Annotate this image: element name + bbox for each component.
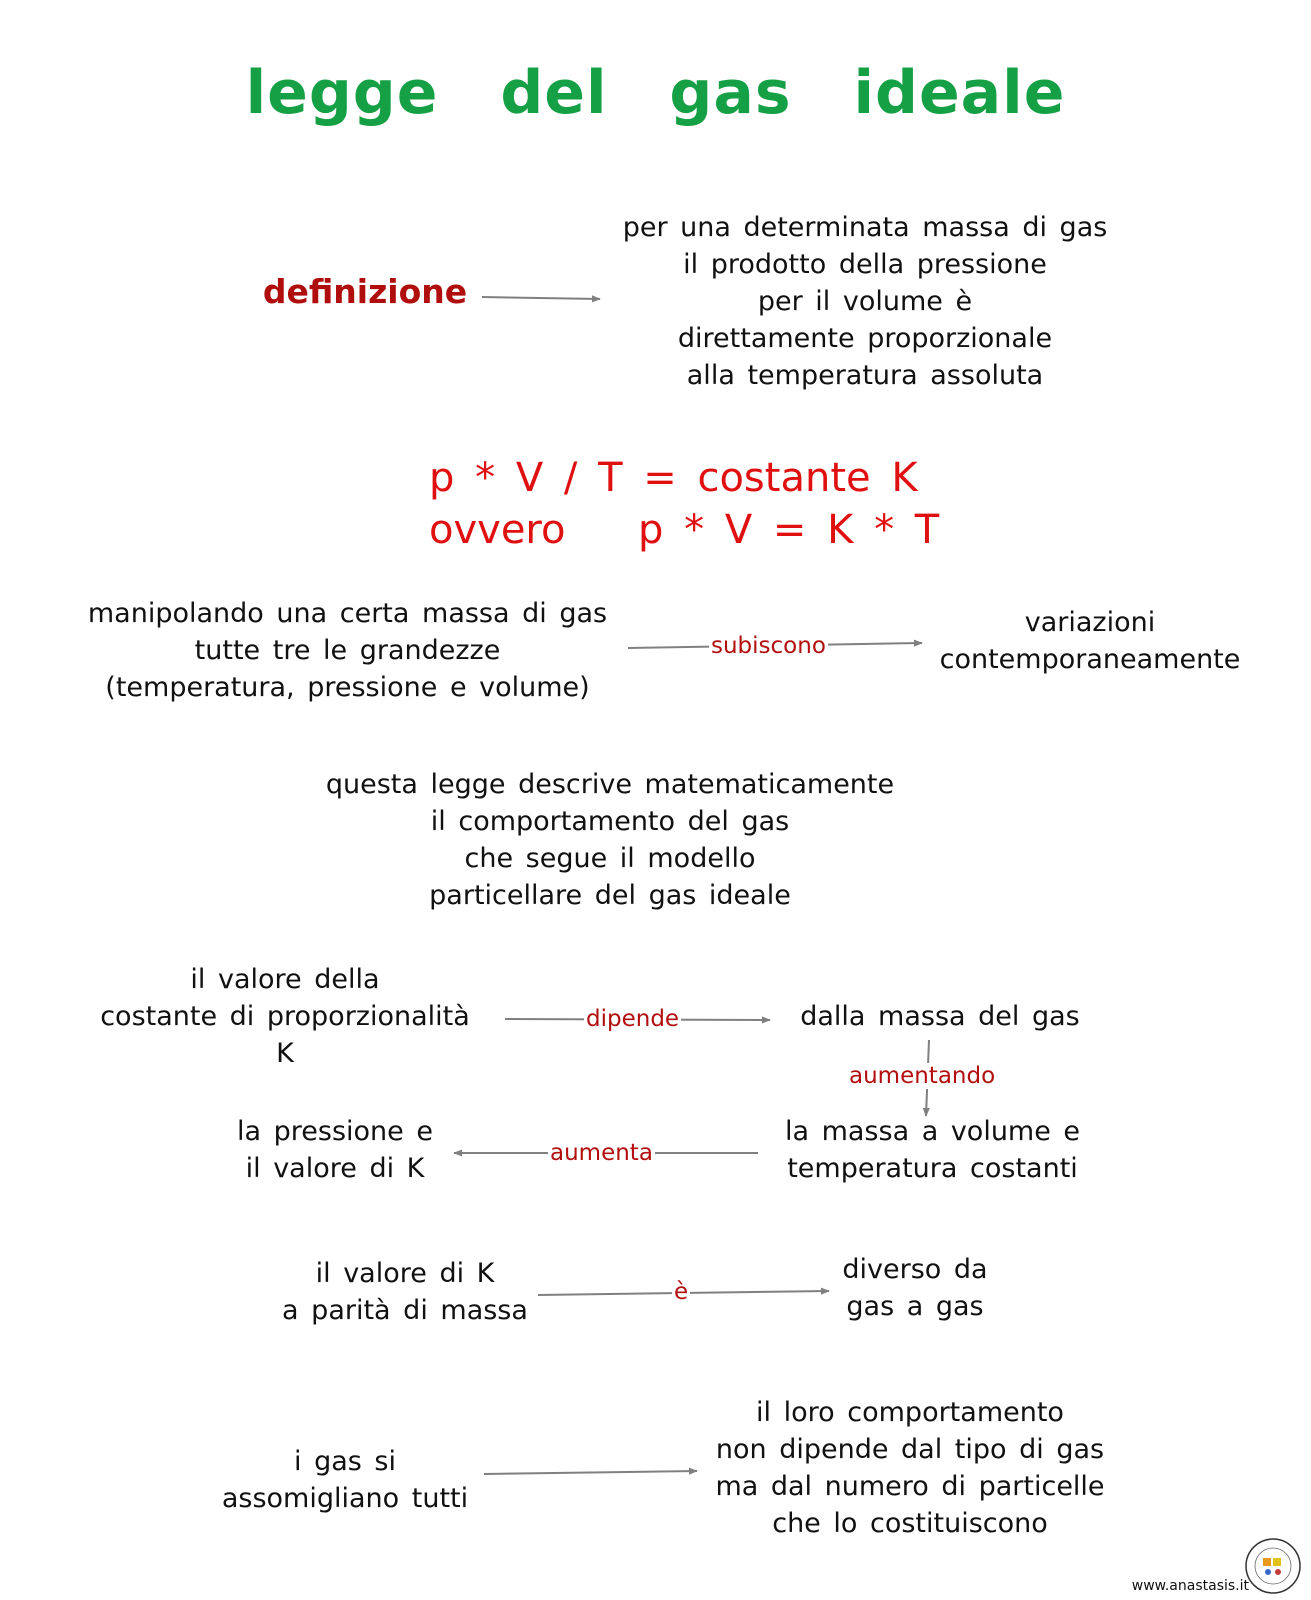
description-node — [290, 766, 930, 914]
description-line: il comportamento del gas — [430, 806, 790, 837]
definition-line: alla temperatura assoluta — [686, 360, 1044, 391]
variations-line: contemporaneamente — [939, 644, 1241, 675]
pressure-node — [215, 1113, 455, 1187]
description-line: questa legge descrive matematicamente — [325, 769, 895, 800]
constant-line: K — [276, 1038, 294, 1069]
constant-line: il valore della — [190, 964, 380, 995]
dipende-label: dipende — [586, 1006, 680, 1032]
different-node — [820, 1251, 1010, 1325]
different-line: gas a gas — [846, 1291, 984, 1322]
formula-line-2: p * V = K * T — [638, 507, 940, 553]
description-line: particellare del gas ideale — [429, 880, 791, 911]
gas-mass-node — [780, 998, 1100, 1035]
constant-line: costante di proporzionalità — [100, 1001, 470, 1032]
pressure-line: il valore di K — [245, 1153, 425, 1184]
parity-line: a parità di massa — [282, 1295, 528, 1326]
similarity-line: i gas si — [294, 1446, 396, 1477]
constant-node — [70, 961, 500, 1072]
definition-text — [595, 209, 1135, 394]
similarity-node — [205, 1443, 485, 1517]
variations-node — [925, 604, 1255, 678]
variations-line: variazioni — [1024, 607, 1156, 638]
similarity-line: assomigliano tutti — [221, 1483, 469, 1514]
pressure-line: la pressione e — [237, 1116, 433, 1147]
definition-line: direttamente proporzionale — [677, 323, 1053, 354]
mass-constant-line: la massa a volume e — [784, 1116, 1081, 1147]
definition-line: il prodotto della pressione — [683, 249, 1047, 280]
definition-line: per una determinata massa di gas — [622, 212, 1108, 243]
definition-arrow — [482, 297, 600, 299]
subiscono-label: subiscono — [711, 633, 826, 659]
behaviour-line: ma dal numero di particelle — [715, 1471, 1105, 1502]
aumenta-label: aumenta — [550, 1140, 653, 1166]
behaviour-line: il loro comportamento — [756, 1397, 1064, 1428]
mass-constant-line: temperatura costanti — [787, 1153, 1078, 1184]
manipulating-line: manipolando una certa massa di gas — [87, 598, 608, 629]
behaviour-node — [690, 1394, 1130, 1542]
supermappe-logo-icon — [1243, 1536, 1303, 1596]
formula-line-2-prefix: ovvero — [429, 507, 566, 553]
definition-label: definizione — [262, 272, 468, 311]
different-line: diverso da — [842, 1254, 988, 1285]
parity-line: il valore di K — [315, 1258, 495, 1289]
website-link[interactable]: www.anastasis.it — [1131, 1578, 1249, 1594]
description-line: che segue il modello — [464, 843, 756, 874]
e-label: è — [674, 1279, 689, 1305]
behaviour-line: che lo costituiscono — [772, 1508, 1048, 1539]
page-title: legge del gas ideale — [245, 58, 1066, 128]
manipulating-line: tutte tre le grandezze — [194, 635, 501, 666]
aumentando-label: aumentando — [849, 1063, 996, 1089]
manipulating-node — [55, 595, 640, 706]
gas-mass-line: dalla massa del gas — [800, 1001, 1080, 1032]
mass-constant-node — [765, 1113, 1100, 1187]
behaviour-line: non dipende dal tipo di gas — [715, 1434, 1105, 1465]
definition-line: per il volume è — [757, 286, 973, 317]
parity-node — [265, 1255, 545, 1329]
formula-line-1: p * V / T = costante K — [429, 455, 918, 501]
similarity-arrow — [484, 1471, 697, 1474]
manipulating-line: (temperatura, pressione e volume) — [105, 672, 590, 703]
